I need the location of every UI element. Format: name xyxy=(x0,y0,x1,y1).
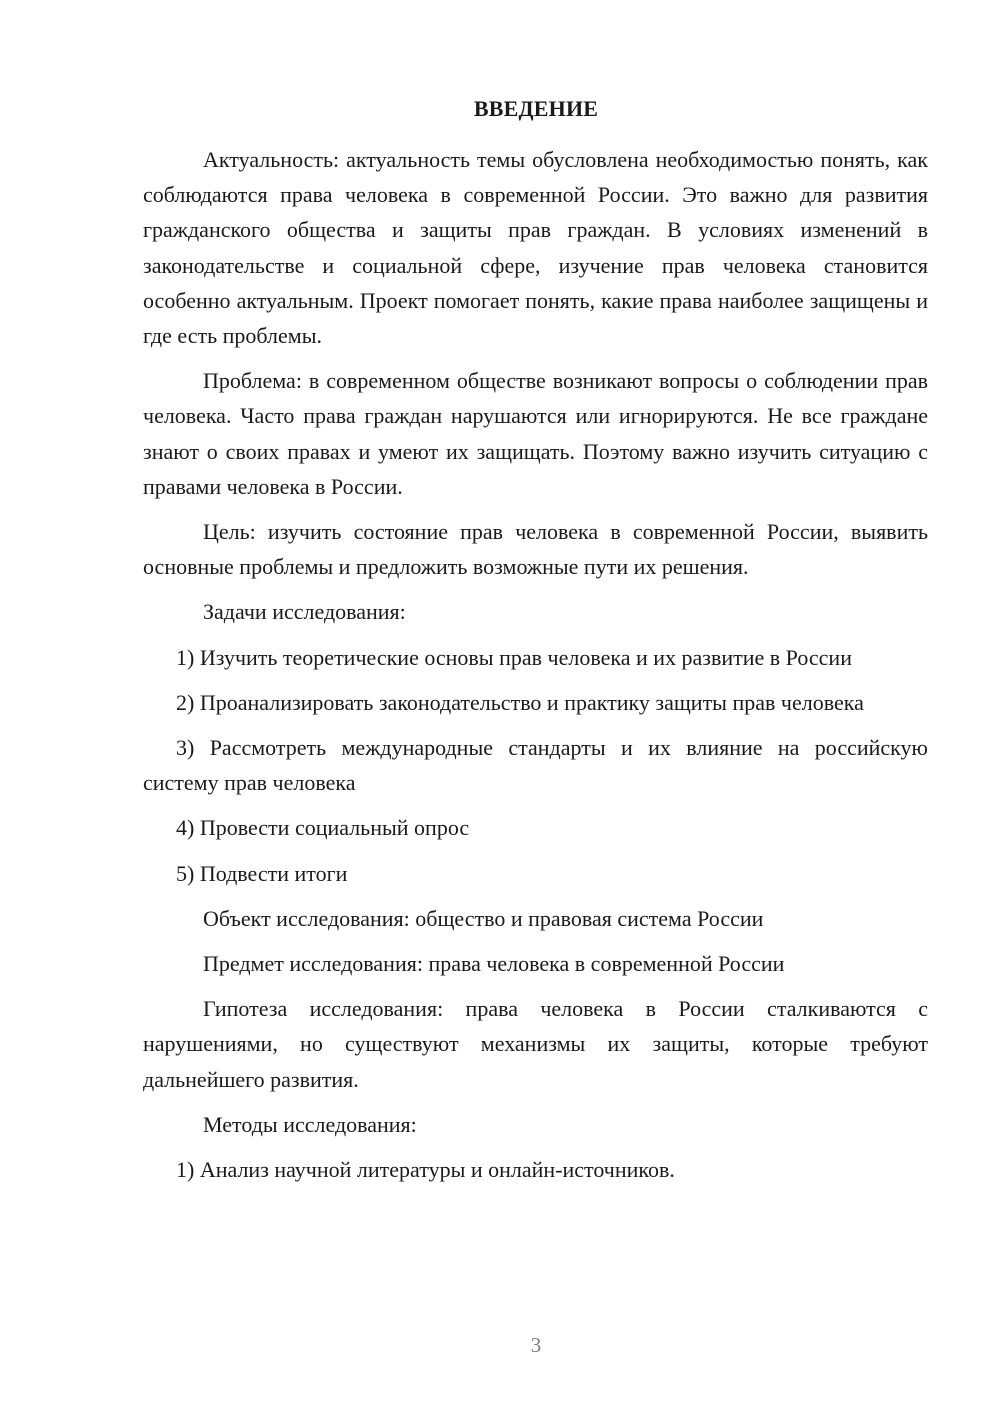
research-hypothesis: Гипотеза исследования: права человека в России сталкиваются с нарушениями, но существуют механизмы их защиты, которые требуют дальнейшего развития. xyxy=(143,996,928,1092)
research-subject: Предмет исследования: права человека в современной России xyxy=(203,951,785,977)
section-heading: ВВЕДЕНИЕ xyxy=(473,96,599,121)
problem-paragraph: Проблема: в современном обществе возникают вопросы о соблюдении прав человека. Часто права граждан нарушаются или игнорируются. Не все граждане знают о своих правах и умеют их защищать. Поэтому важно изучить ситуацию с правами человека в России. xyxy=(143,368,928,499)
task-item-2: 2) Проанализировать законодательство и практику защиты прав человека xyxy=(176,689,864,715)
methods-heading: Методы исследования: xyxy=(203,1111,417,1137)
task-item-5: 5) Подвести итоги xyxy=(176,860,348,886)
page-number: 3 xyxy=(530,1333,542,1357)
tasks-heading: Задачи исследования: xyxy=(203,599,406,625)
goal-paragraph: Цель: изучить состояние прав человека в современной России, выявить основные проблемы и предложить возможные пути их решения. xyxy=(143,519,928,580)
research-object: Объект исследования: общество и правовая система России xyxy=(203,905,764,931)
task-item-1: 1) Изучить теоретические основы прав человека и их развитие в России xyxy=(176,644,852,670)
task-item-3: 3) Рассмотреть международные стандарты и их влияние на российскую систему прав человека xyxy=(143,735,928,796)
relevance-paragraph: Актуальность: актуальность темы обусловлена необходимостью понять, как соблюдаются права человека в современной России. Это важно для развития гражданского общества и защиты прав граждан. В условиях изменений в законодательстве и социальной сфере, изучение прав человека становится особенно актуальным. Проект помогает понять, какие права наиболее защищены и где есть проблемы. xyxy=(143,147,928,349)
body-text xyxy=(143,142,928,1187)
task-item-4: 4) Провести социальный опрос xyxy=(176,815,470,841)
method-item-1: 1) Анализ научной литературы и онлайн-источников. xyxy=(176,1157,675,1183)
